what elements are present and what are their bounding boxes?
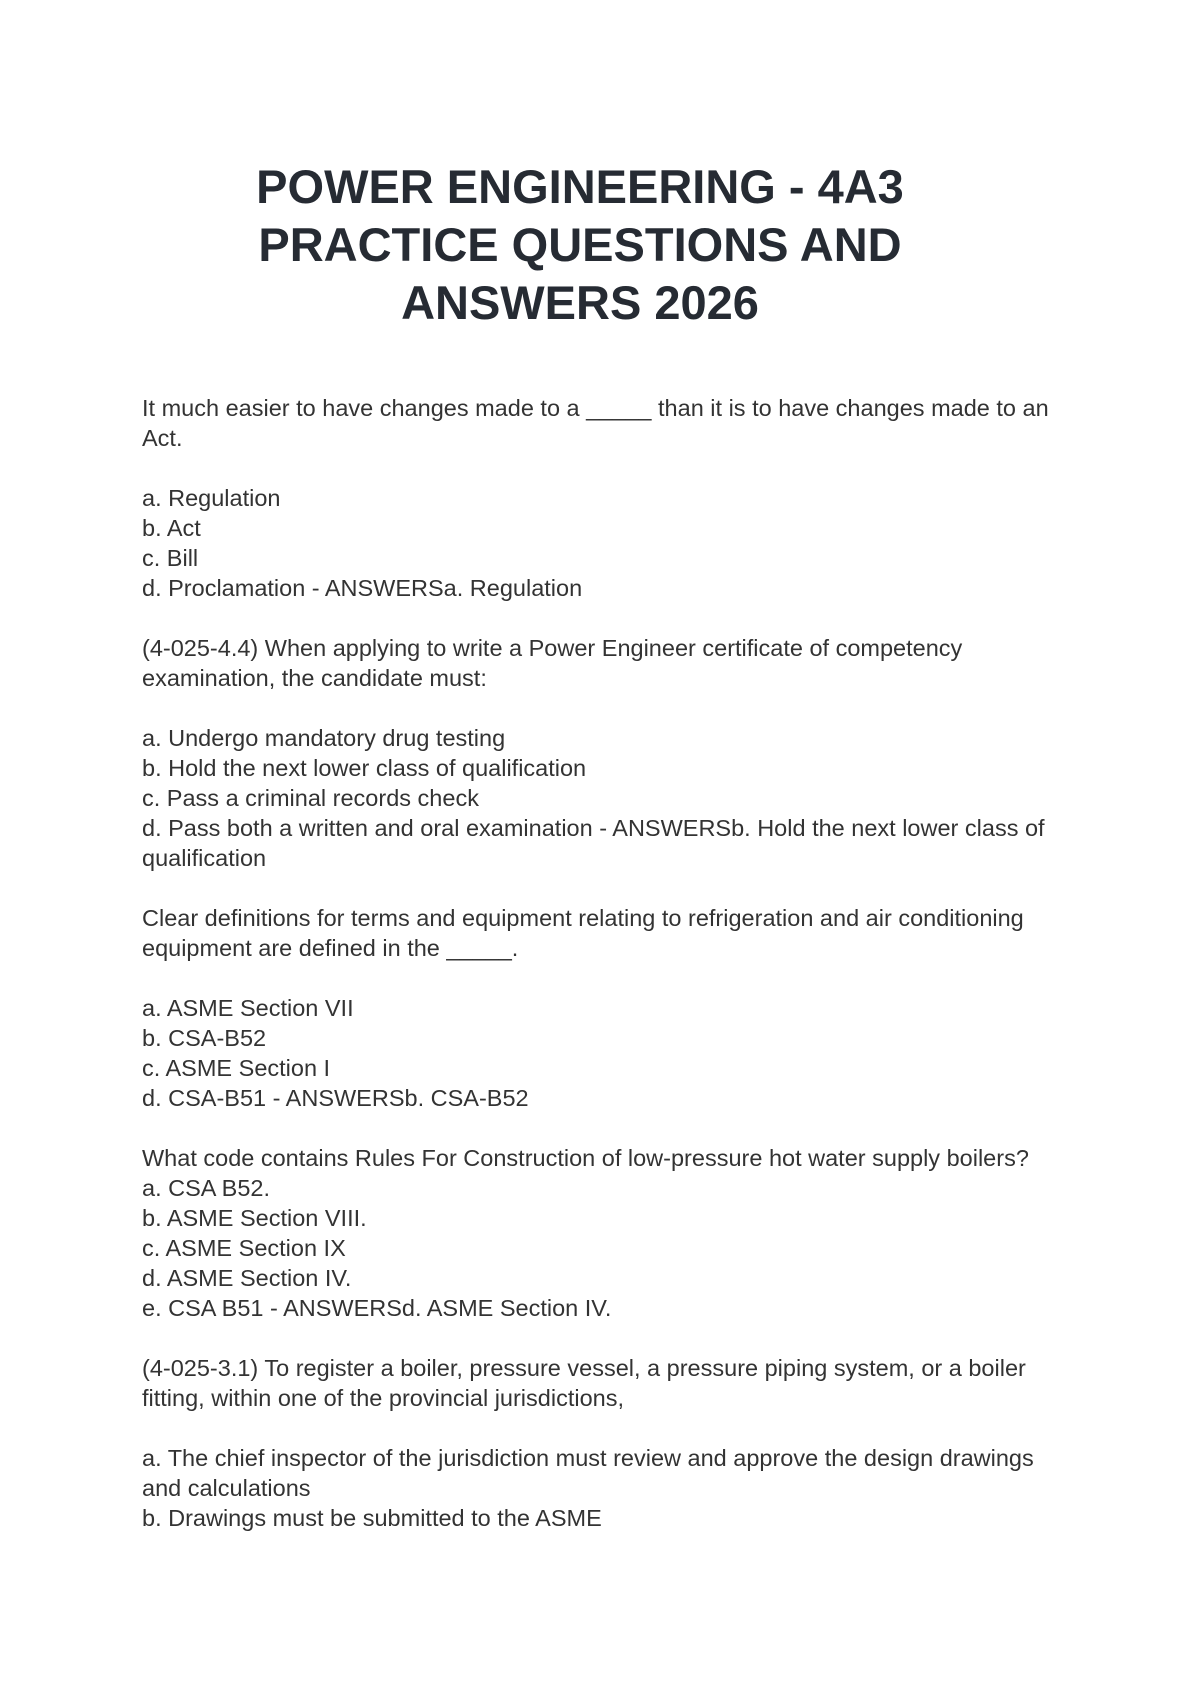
question-4-option-b: b. ASME Section VIII. xyxy=(142,1205,367,1231)
question-1-prompt: It much easier to have changes made to a _____ than it is to have changes made to an Act. xyxy=(142,395,1049,451)
question-1-option-c: c. Bill xyxy=(142,545,199,571)
question-5-options xyxy=(142,1443,1062,1533)
question-3-option-a: a. ASME Section VII xyxy=(142,995,354,1021)
question-4-option-e-answer: e. CSA B51 - ANSWERSd. ASME Section IV. xyxy=(142,1295,612,1321)
document-title: POWER ENGINEERING - 4A3 PRACTICE QUESTIONS AND ANSWERS 2026 xyxy=(256,160,904,329)
question-2-options xyxy=(142,723,1062,873)
question-2-option-c: c. Pass a criminal records check xyxy=(142,785,479,811)
question-2-option-b: b. Hold the next lower class of qualification xyxy=(142,755,587,781)
question-3-options xyxy=(142,993,1062,1113)
question-5-option-b: b. Drawings must be submitted to the ASME xyxy=(142,1505,602,1531)
question-3-prompt: Clear definitions for terms and equipment relating to refrigeration and air conditioning equipment are defined in the _____. xyxy=(142,905,1024,961)
question-4-option-c: c. ASME Section IX xyxy=(142,1235,346,1261)
question-4-option-d: d. ASME Section IV. xyxy=(142,1265,352,1291)
question-2-option-d-answer: d. Pass both a written and oral examination - ANSWERSb. Hold the next lower class of qualification xyxy=(142,815,1045,871)
document-body xyxy=(142,393,1062,1533)
question-4-prompt: What code contains Rules For Construction of low-pressure hot water supply boilers? xyxy=(142,1145,1029,1171)
question-2-prompt: (4-025-4.4) When applying to write a Power Engineer certificate of competency examination, the candidate must: xyxy=(142,635,963,691)
question-5-prompt: (4-025-3.1) To register a boiler, pressure vessel, a pressure piping system, or a boiler fitting, within one of the provincial jurisdictions, xyxy=(142,1355,1026,1411)
question-3-option-b: b. CSA-B52 xyxy=(142,1025,267,1051)
question-1-options xyxy=(142,483,1062,603)
question-3-option-d-answer: d. CSA-B51 - ANSWERSb. CSA-B52 xyxy=(142,1085,529,1111)
question-1-option-d-answer: d. Proclamation - ANSWERSa. Regulation xyxy=(142,575,583,601)
question-2-option-a: a. Undergo mandatory drug testing xyxy=(142,725,506,751)
question-4 xyxy=(142,1143,1062,1323)
question-1-option-b: b. Act xyxy=(142,515,201,541)
question-1-option-a: a. Regulation xyxy=(142,485,281,511)
question-4-option-a: a. CSA B52. xyxy=(142,1175,271,1201)
question-3-option-c: c. ASME Section I xyxy=(142,1055,331,1081)
question-5-option-a: a. The chief inspector of the jurisdiction must review and approve the design drawings and calculations xyxy=(142,1445,1034,1501)
